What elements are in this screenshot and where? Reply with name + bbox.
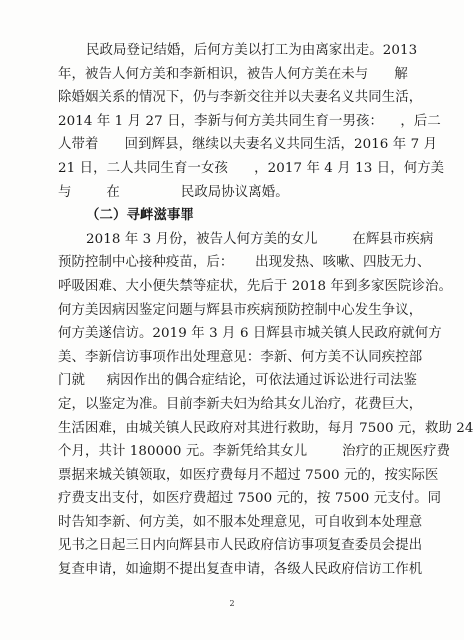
text-line: 何方美遂信访。2019 年 3 月 6 日辉县市城关镇人民政府就何方	[58, 326, 442, 342]
section-heading: （二）寻衅滋事罪	[86, 207, 194, 224]
text-line: 与 在 民政局协议离婚。	[58, 184, 289, 200]
text-line: 时告知李新、何方美，如不服本处理意见，可自收到本处理意	[58, 514, 423, 530]
text-line: 除婚姻关系的情况下，仍与李新交往并以夫妻名义共同生活，	[58, 90, 423, 106]
text-line: 年，被告人何方美和李新相识，被告人何方美在未与 解	[58, 66, 408, 82]
text-line: 复查申请，如逾期不提出复查申请，各级人民政府信访工作机	[58, 562, 423, 578]
text-line: 何方美因病因鉴定问题与辉县市疾病预防控制中心发生争议，	[58, 302, 423, 318]
text-line: 呼吸困难、大小便失禁等症状，先后于 2018 年到多家医院诊治。	[58, 278, 452, 294]
text-line: 生活困难，由城关镇人民政府对其进行救助，每月 7500 元，救助 24	[58, 420, 474, 436]
text-line: 2018 年 3 月份，被告人何方美的女儿 在辉县市疾病	[86, 231, 434, 247]
text-line: 定，以鉴定为准。目前李新夫妇为给其女儿治疗，花费巨大，	[58, 396, 423, 412]
text-line: 门就 病因作出的偶合症结论，可依法通过诉讼进行司法鉴	[58, 373, 418, 389]
text-line: 疗费支出支付，如医疗费超过 7500 元的，按 7500 元支付。同	[58, 491, 442, 507]
text-line: 民政局登记结婚，后何方美以打工为由离家出走。2013	[86, 43, 418, 58]
document-body	[58, 39, 474, 582]
text-line: 见书之日起三日内向辉县市人民政府信访事项复查委员会提出	[58, 538, 423, 554]
text-line: 票据来城关镇领取，如医疗费每月不超过 7500 元的，按实际医	[58, 467, 439, 483]
text-line: 21 日，二人共同生育一女孩 ，2017 年 4 月 13 日，何方美	[58, 160, 445, 176]
text-line: 人带着 回到辉县，继续以夫妻名义共同生活，2016 年 7 月	[58, 137, 438, 153]
text-line: 2014 年 1 月 27 日，李新与何方美共同生育一男孩： ，后二	[58, 113, 441, 129]
text-line: 美、李新信访事项作出处理意见：李新、何方美不认同疾控部	[58, 349, 423, 365]
text-line: 预防控制中心接种疫苗，后： 出现发热、咳嗽、四肢无力、	[58, 255, 431, 271]
page-number: 2	[229, 599, 235, 608]
text-line: 个月，共计 180000 元。李新凭给其女儿 治疗的正规医疗费	[58, 444, 451, 460]
